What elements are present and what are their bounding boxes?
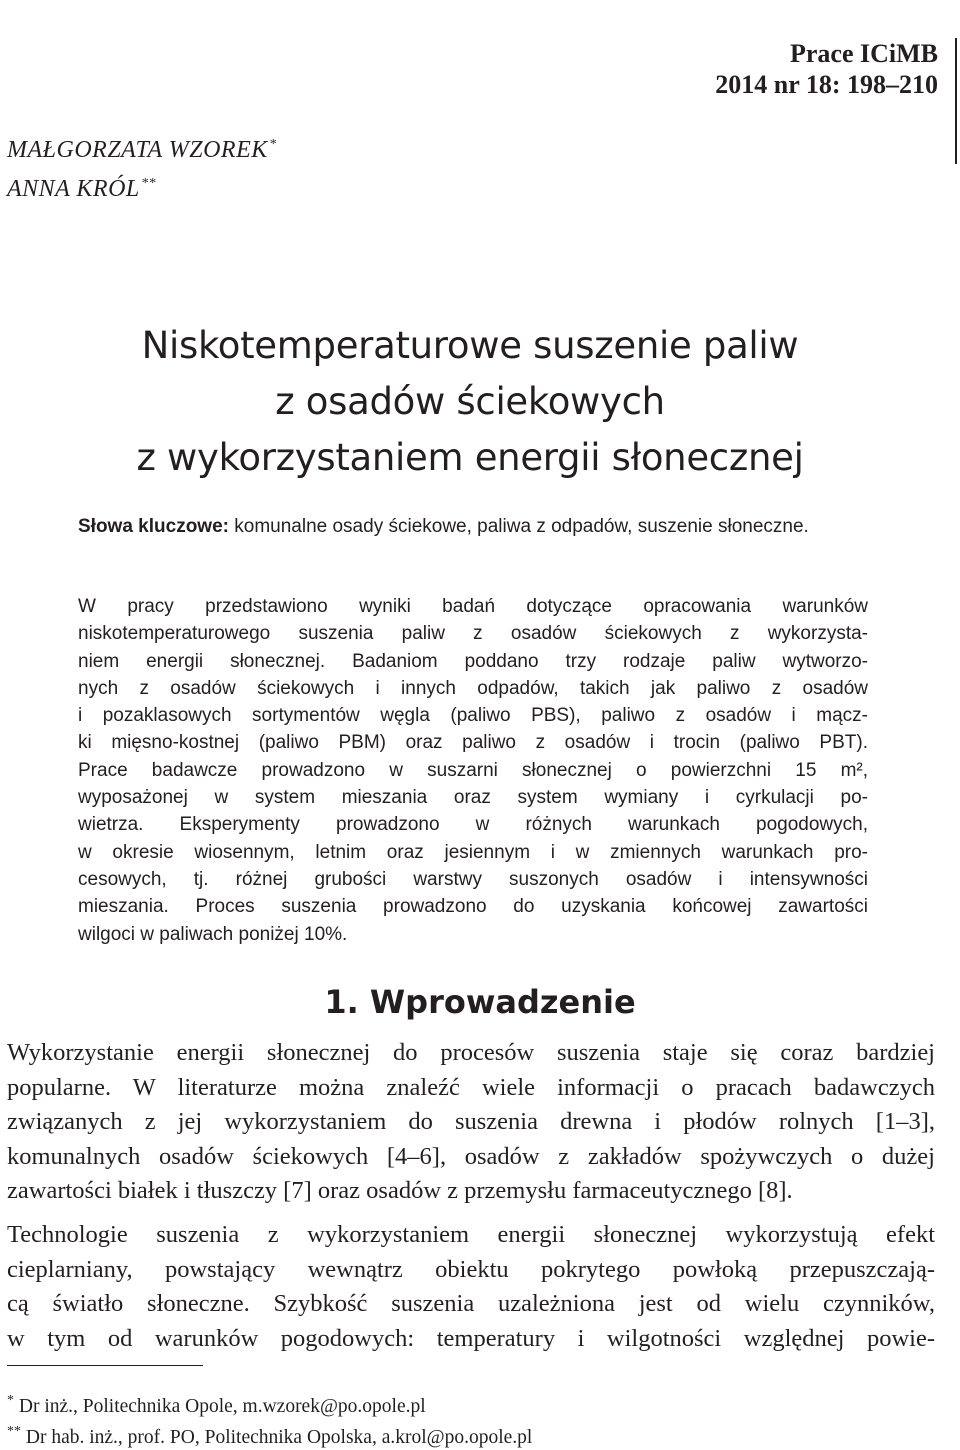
abstract-line: nych z osadów ściekowych i innych odpadów, takich jak paliwo z osadów <box>78 677 868 699</box>
keywords <box>78 513 868 540</box>
body-line: zawartości białek i tłuszczy [7] oraz osadów z przemysłu farmaceutycznego [8]. <box>7 1177 793 1205</box>
abstract-line: Prace badawcze prowadzono w suszarni słonecznej o powierzchni 15 m², <box>78 759 868 781</box>
footnote-2 <box>7 1420 532 1450</box>
body-line: cą światło słoneczne. Szybkość suszenia uzależniona jest od wielu czynników, <box>7 1290 935 1318</box>
body-line: Technologie suszenia z wykorzystaniem energii słonecznej wykorzystują efekt <box>7 1220 935 1248</box>
paper-title <box>0 318 940 486</box>
body-line: w tym od warunków pogodowych: temperatury i wilgotności względnej powie- <box>7 1324 935 1352</box>
header-rule <box>955 38 957 164</box>
footnote-mark: * <box>7 1393 14 1408</box>
author-mark: ** <box>141 176 157 191</box>
authors <box>7 128 277 206</box>
journal-header <box>715 38 938 100</box>
body-line: cieplarniany, powstający wewnątrz obiektu pokrytego powłoką przepuszczają- <box>7 1255 935 1283</box>
paragraph-1 <box>7 1036 935 1209</box>
keywords-label: Słowa kluczowe: <box>78 516 229 537</box>
author-mark: * <box>269 137 278 152</box>
journal-name: Prace ICiMB <box>789 39 938 68</box>
author-name: MAŁGORZATA WZOREK <box>7 137 268 163</box>
abstract-line: niskotemperaturowego suszenia paliw z osadów ściekowych z wykorzysta- <box>78 623 868 645</box>
body-line: popularne. W literaturze można znaleźć wiele informacji o pracach badawczych <box>7 1073 935 1101</box>
abstract-line: ki mięsno-kostnej (paliwo PBM) oraz paliwo z osadów i trocin (paliwo PBT). <box>78 732 868 754</box>
author-2 <box>7 167 277 206</box>
abstract-line: i pozaklasowych sortymentów węgla (paliwo PBS), paliwo z osadów i mącz- <box>78 705 868 727</box>
author-1 <box>7 128 277 167</box>
abstract-line: cesowych, tj. różnej grubości warstwy suszonych osadów i intensywności <box>78 868 868 890</box>
section-heading: 1. Wprowadzenie <box>324 983 636 1021</box>
abstract-line: W pracy przedstawiono wyniki badań dotyczące opracowania warunków <box>78 596 868 617</box>
abstract-line: niem energii słonecznej. Badaniom poddano trzy rodzaje paliw wytworzo- <box>78 650 868 672</box>
body-text <box>7 1036 935 1356</box>
author-name: ANNA KRÓL <box>7 176 140 202</box>
journal-issue: 2014 nr 18: 198–210 <box>715 70 938 99</box>
paragraph-2 <box>7 1218 935 1356</box>
title-line: z osadów ściekowych <box>275 380 665 423</box>
body-line: Wykorzystanie energii słonecznej do procesów suszenia staje się coraz bardziej <box>7 1039 935 1066</box>
abstract-line: wietrza. Eksperymenty prowadzono w różnych warunkach pogodowych, <box>78 814 868 836</box>
title-line: z wykorzystaniem energii słonecznej <box>136 436 804 479</box>
footnote-rule <box>7 1365 203 1366</box>
abstract-line: wilgoci w paliwach poniżej 10%. <box>78 923 348 945</box>
footnote-text: Dr inż., Politechnika Opole, m.wzorek@po.opole.pl <box>18 1396 426 1417</box>
footnote-mark: ** <box>7 1424 21 1439</box>
abstract <box>78 593 868 948</box>
body-line: komunalnych osadów ściekowych [4–6], osadów z zakładów spożywczych o dużej <box>7 1142 935 1170</box>
footnote-1 <box>7 1389 426 1419</box>
footnote-text: Dr hab. inż., prof. PO, Politechnika Opolska, a.krol@po.opole.pl <box>25 1427 533 1448</box>
body-line: związanych z jej wykorzystaniem do suszenia drewna i płodów rolnych [1–3], <box>7 1108 935 1136</box>
title-line: Niskotemperaturowe suszenie paliw <box>141 324 799 367</box>
keywords-text: komunalne osady ściekowe, paliwa z odpadów, suszenie słoneczne. <box>234 516 809 537</box>
abstract-line: wyposażonej w system mieszania oraz system wymiany i cyrkulacji po- <box>78 787 868 809</box>
abstract-line: mieszania. Proces suszenia prowadzono do uzyskania końcowej zawartości <box>78 896 868 918</box>
abstract-line: w okresie wiosennym, letnim oraz jesiennym i w zmiennych warunkach pro- <box>78 841 868 863</box>
